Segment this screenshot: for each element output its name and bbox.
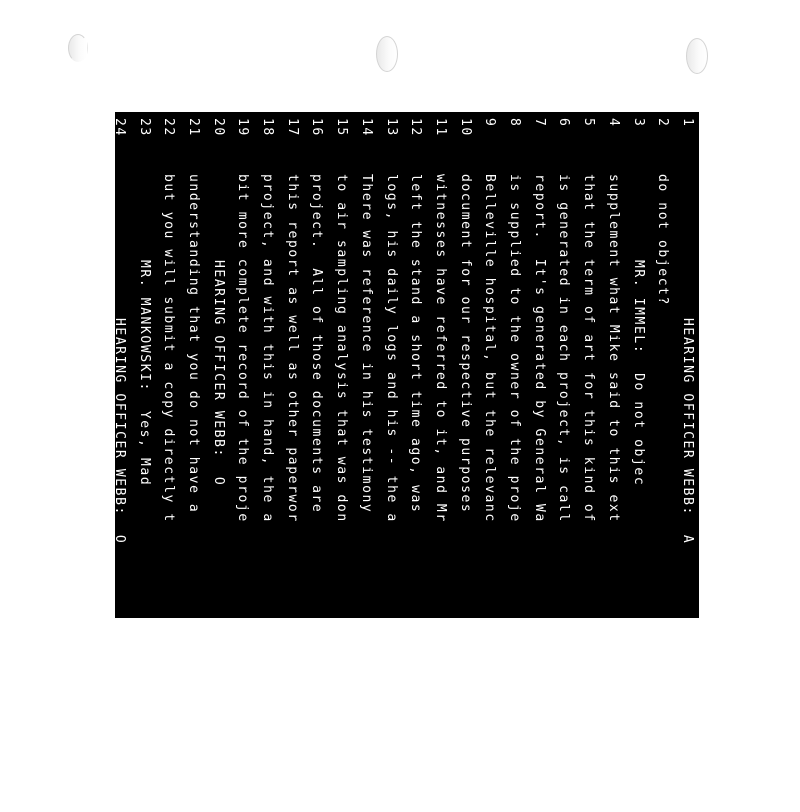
line-number: 24 <box>111 118 127 137</box>
transcript-lines <box>111 112 699 632</box>
line-number: 11 <box>433 118 448 137</box>
line-text: MR. MANKOWSKI: Yes, Mad <box>136 260 152 487</box>
line-number: 22 <box>161 118 177 137</box>
line-text: project. All of those documents are <box>309 174 325 514</box>
line-text: this report as well as other paperwor <box>284 174 300 523</box>
line-number: 7 <box>531 118 547 128</box>
transcript-line <box>600 112 625 812</box>
line-text: logs, his daily logs and his -- the a <box>383 174 399 523</box>
line-text: project, and with this in hand, the a <box>260 174 276 523</box>
line-number: 4 <box>605 118 621 128</box>
line-number: 20 <box>210 118 226 137</box>
transcript-line <box>674 112 699 812</box>
line-number: 18 <box>260 118 276 137</box>
transcript-line <box>205 112 230 812</box>
line-text: There was reference in his testimony <box>358 174 374 514</box>
line-number: 9 <box>482 118 498 128</box>
line-text: understanding that you do not have a <box>186 174 201 514</box>
line-text: left the stand a short time ago, was <box>408 174 424 514</box>
line-text: document for our respective purposes <box>457 174 473 514</box>
line-number: 5 <box>581 118 597 128</box>
line-number: 10 <box>457 118 473 137</box>
binder-hole-right <box>686 38 708 74</box>
transcript-line <box>254 112 279 812</box>
transcript-line <box>650 112 675 812</box>
transcript-page <box>111 112 699 618</box>
line-number: 6 <box>556 118 572 128</box>
transcript-line <box>279 112 304 812</box>
line-number: 14 <box>358 118 374 137</box>
line-text: is generated in each project, is call <box>556 174 572 523</box>
transcript-line <box>625 112 650 812</box>
transcript-line <box>427 112 452 812</box>
line-text: HEARING OFFICER WEBB: O <box>111 318 127 545</box>
line-number: 3 <box>630 118 646 128</box>
line-number: 8 <box>507 118 523 128</box>
line-text: but you will submit a copy directly t <box>161 174 177 523</box>
transcript-line <box>106 112 131 812</box>
line-text: Belleville hospital, but the relevanc <box>482 174 498 523</box>
binder-hole-left <box>68 34 88 62</box>
line-text: that the term of art for this kind of <box>581 174 597 523</box>
line-number: 23 <box>136 118 152 137</box>
line-number: 17 <box>284 118 300 137</box>
transcript-line <box>304 112 329 812</box>
line-text: is supplied to the owner of the proje <box>507 174 523 523</box>
line-text: supplement what Mike said to this ext <box>605 174 621 523</box>
transcript-line <box>353 112 378 812</box>
transcript-line <box>501 112 526 812</box>
line-text: to air sampling analysis that was don <box>334 174 350 523</box>
transcript-line <box>180 112 205 812</box>
line-text: HEARING OFFICER WEBB: O <box>210 260 226 487</box>
transcript-line <box>131 112 156 812</box>
transcript-line <box>452 112 477 812</box>
line-number: 21 <box>186 118 201 137</box>
line-number: 19 <box>235 118 251 137</box>
transcript-line <box>551 112 576 812</box>
transcript-line <box>378 112 403 812</box>
line-number: 2 <box>655 118 671 128</box>
line-number: 12 <box>408 118 424 137</box>
line-text: do not object? <box>655 174 671 306</box>
line-text: HEARING OFFICER WEBB: A <box>680 318 695 545</box>
transcript-line <box>156 112 181 812</box>
line-number: 13 <box>383 118 399 137</box>
transcript-line <box>403 112 428 812</box>
line-text: witnesses have referred to it, and Mr <box>433 174 448 523</box>
line-number: 1 <box>680 118 695 128</box>
line-text: bit more complete record of the proje <box>235 174 251 523</box>
line-number: 15 <box>334 118 350 137</box>
transcript-line <box>526 112 551 812</box>
transcript-line <box>477 112 502 812</box>
transcript-line <box>230 112 255 812</box>
transcript-line <box>576 112 601 812</box>
transcript-line <box>329 112 354 812</box>
line-text: report. It's generated by General Wa <box>531 174 547 523</box>
line-text: MR. IMMEL: Do not objec <box>630 260 646 487</box>
line-number: 16 <box>309 118 325 137</box>
binder-hole-center <box>376 36 398 72</box>
